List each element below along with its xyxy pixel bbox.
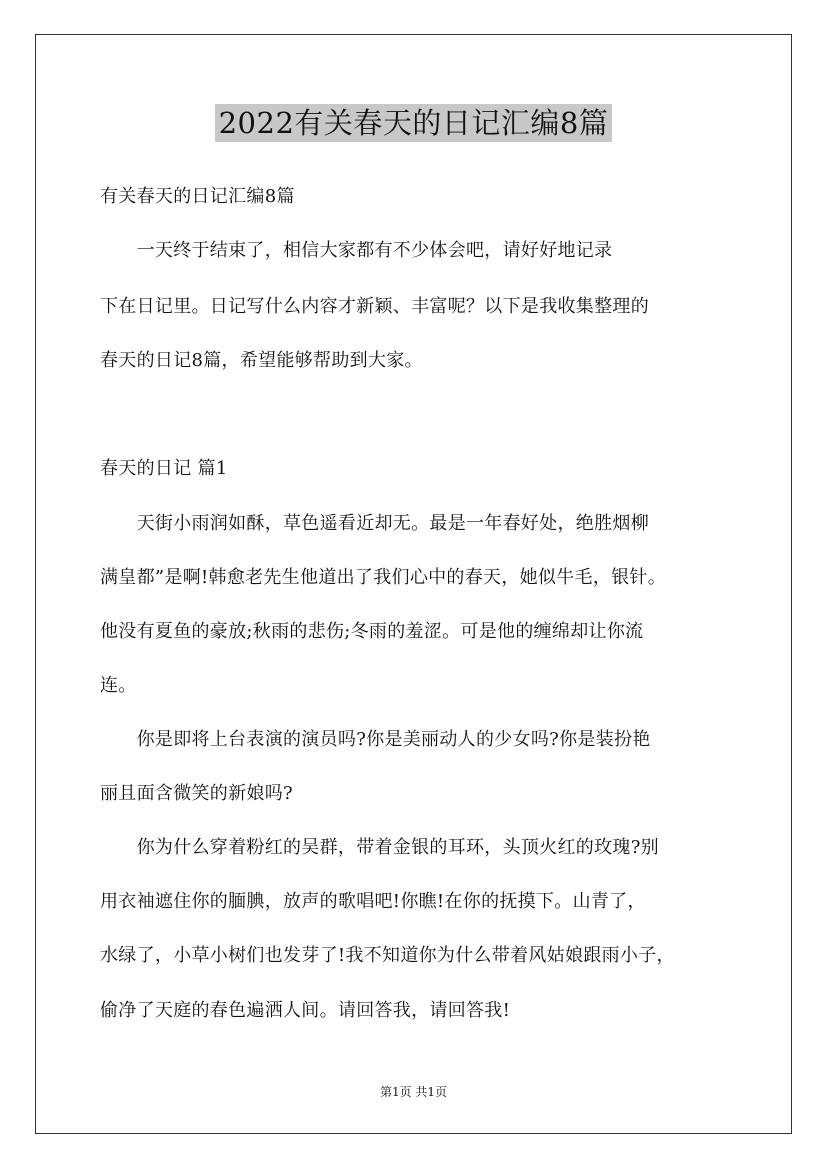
paragraph-line: 一天终于结束了，相信大家都有不少体会吧，请好好地记录 — [100, 240, 613, 261]
paragraph-line: 丽且面含微笑的新娘吗? — [100, 783, 293, 804]
paragraph-line: 偷净了天庭的春色遍洒人间。请回答我，请回答我! — [100, 1000, 511, 1021]
paragraph-line: 连。 — [100, 675, 137, 696]
paragraph-line: 天街小雨润如酥，草色遥看近却无。最是一年春好处，绝胜烟柳 — [100, 513, 649, 534]
paragraph-line: 水绿了，小草小树们也发芽了!我不知道你为什么带着风姑娘跟雨小子， — [100, 945, 675, 966]
paragraph-line: 满皇都”是啊!韩愈老先生他道出了我们心中的春天，她似牛毛，银针。 — [100, 567, 667, 588]
page-footer: 第1页 共1页 — [379, 1085, 448, 1099]
paragraph-line: 你为什么穿着粉红的吴群，带着金银的耳环，头顶火红的玫瑰?别 — [100, 837, 659, 858]
subtitle-line: 有关春天的日记汇编8篇 — [100, 186, 295, 207]
paragraph-line: 用衣袖遮住你的腼腆，放声的歌唱吧!你瞧!在你的抚摸下。山青了， — [100, 891, 646, 912]
paragraph-line: 春天的日记8篇，希望能够帮助到大家。 — [100, 350, 423, 371]
paragraph-line: 下在日记里。日记写什么内容才新颖、丰富呢？以下是我收集整理的 — [100, 296, 649, 317]
paragraph-line: 你是即将上台表演的演员吗?你是美丽动人的少女吗?你是装扮艳 — [100, 729, 651, 750]
section-heading: 春天的日记 篇1 — [100, 458, 228, 479]
paragraph-line: 他没有夏鱼的豪放;秋雨的悲伤;冬雨的羞涩。可是他的缠绵却让你流 — [100, 621, 644, 642]
document-title: 2022有关春天的日记汇编8篇 — [215, 104, 613, 142]
document-title-container — [0, 101, 827, 142]
